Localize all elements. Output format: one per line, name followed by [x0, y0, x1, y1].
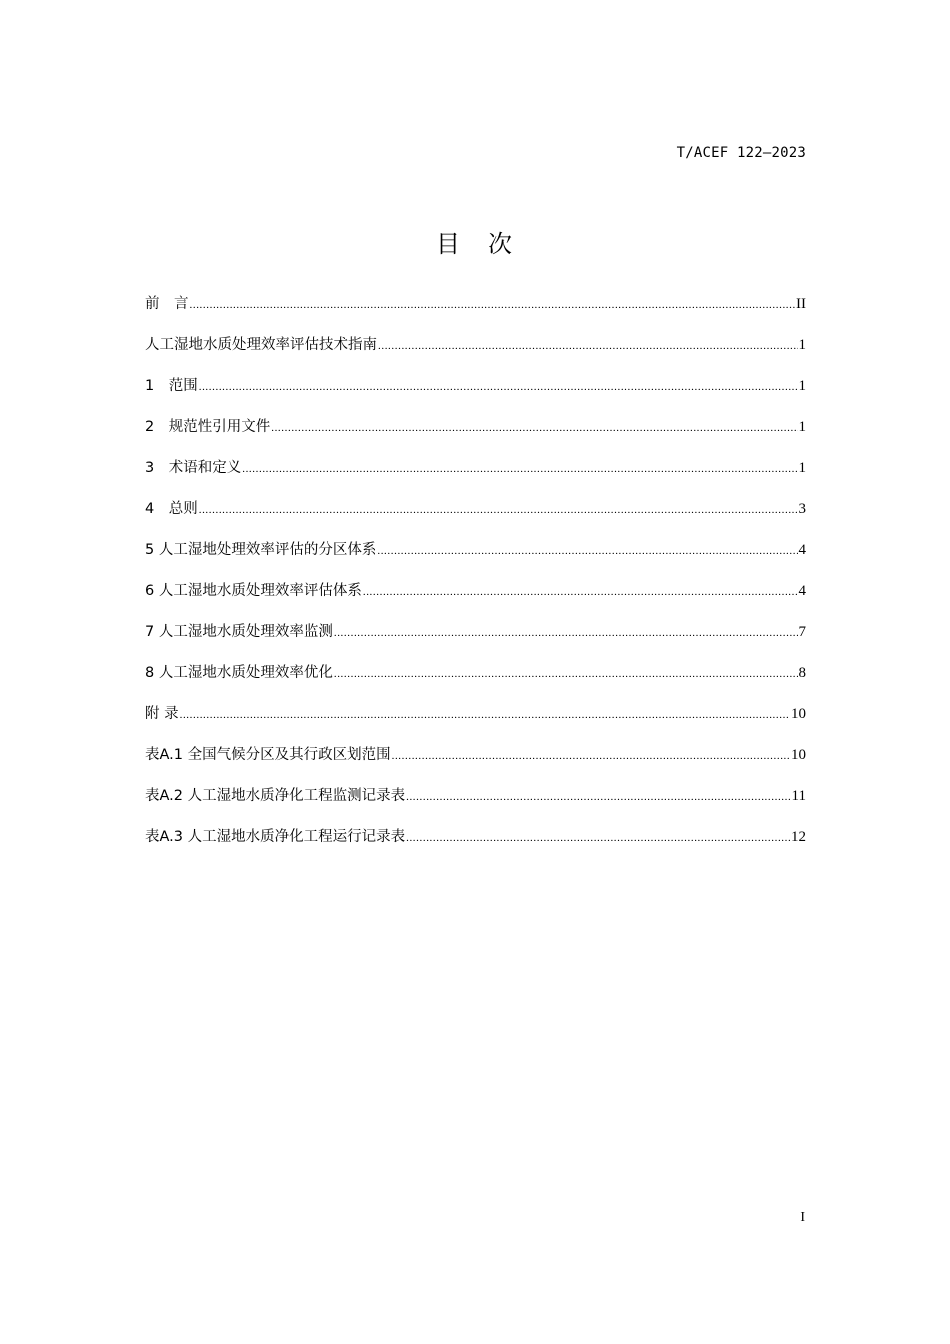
- toc-entry[interactable]: [145, 333, 806, 374]
- toc-entry[interactable]: [145, 620, 806, 661]
- toc-leader-dots: [363, 586, 798, 598]
- toc-entry-label: 1 范围: [145, 378, 198, 394]
- toc-entry[interactable]: [145, 702, 806, 743]
- toc-entry-label: 6 人工湿地水质处理效率评估体系: [145, 583, 362, 599]
- toc-leader-dots: [242, 463, 797, 475]
- toc-leader-dots: [271, 422, 797, 434]
- toc-entry-page: 11: [791, 788, 806, 804]
- toc-leader-dots: [378, 340, 798, 352]
- toc-entry[interactable]: [145, 374, 806, 415]
- toc-entry[interactable]: [145, 497, 806, 538]
- toc-entry-page: 10: [791, 706, 806, 722]
- toc-entry[interactable]: [145, 292, 806, 333]
- toc-entry[interactable]: [145, 579, 806, 620]
- toc-leader-dots: [392, 750, 790, 762]
- toc-entry[interactable]: [145, 538, 806, 579]
- toc-leader-dots: [406, 791, 790, 803]
- toc-entry-page: 1: [798, 460, 806, 476]
- toc-entry[interactable]: [145, 456, 806, 497]
- page-number: I: [800, 1210, 805, 1225]
- table-of-contents: [145, 292, 806, 866]
- toc-entry-page: 7: [798, 624, 806, 640]
- toc-entry-page: 1: [798, 419, 806, 435]
- toc-entry-label: 2 规范性引用文件: [145, 419, 271, 435]
- toc-entry-page: 12: [791, 829, 806, 845]
- toc-entry-page: 1: [798, 378, 806, 394]
- toc-leader-dots: [180, 709, 790, 721]
- toc-entry[interactable]: [145, 825, 806, 866]
- toc-entry-page: 10: [791, 747, 806, 763]
- toc-entry-page: 8: [798, 665, 806, 681]
- toc-leader-dots: [406, 832, 790, 844]
- toc-title: 目 次: [436, 230, 514, 258]
- toc-entry-page: II: [796, 296, 806, 312]
- toc-entry[interactable]: [145, 784, 806, 825]
- toc-entry-label: 7 人工湿地水质处理效率监测: [145, 624, 333, 640]
- toc-entry-label: 3 术语和定义: [145, 460, 242, 476]
- toc-entry-page: 4: [798, 583, 806, 599]
- toc-entry-page: 3: [798, 501, 806, 517]
- toc-entry-label: 8 人工湿地水质处理效率优化: [145, 665, 333, 681]
- toc-entry[interactable]: [145, 743, 806, 784]
- toc-entry-label: 前 言: [145, 296, 189, 312]
- toc-entry-label: 表A.3 人工湿地水质净化工程运行记录表: [145, 829, 406, 845]
- toc-leader-dots: [377, 545, 797, 557]
- document-code: T/ACEF 122—2023: [676, 145, 806, 161]
- toc-leader-dots: [199, 504, 798, 516]
- toc-entry-label: 4 总则: [145, 501, 198, 517]
- toc-entry-label: 人工湿地水质处理效率评估技术指南: [145, 337, 377, 353]
- toc-entry-page: 1: [798, 337, 806, 353]
- toc-entry-label: 表A.1 全国气候分区及其行政区划范围: [145, 747, 391, 763]
- toc-entry[interactable]: [145, 415, 806, 456]
- toc-entry-label: 附 录: [145, 706, 179, 722]
- toc-entry-label: 表A.2 人工湿地水质净化工程监测记录表: [145, 788, 406, 804]
- toc-entry-label: 5 人工湿地处理效率评估的分区体系: [145, 542, 377, 558]
- toc-entry[interactable]: [145, 661, 806, 702]
- toc-leader-dots: [334, 627, 798, 639]
- toc-leader-dots: [199, 381, 798, 393]
- toc-leader-dots: [334, 668, 798, 680]
- toc-leader-dots: [190, 299, 796, 311]
- toc-entry-page: 4: [798, 542, 806, 558]
